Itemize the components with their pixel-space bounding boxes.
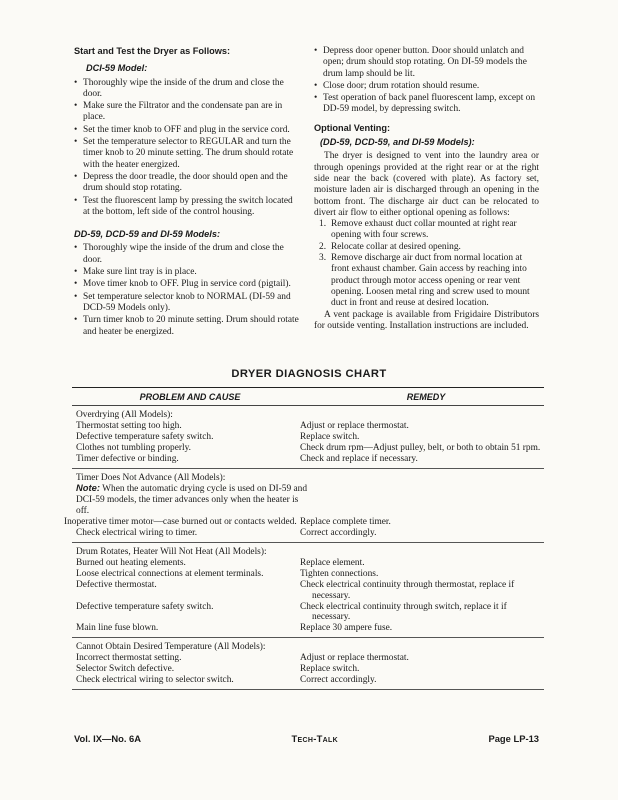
remedy-cell: Correct accordingly.: [300, 674, 377, 685]
remedy-cell: Replace 30 ampere fuse.: [300, 623, 393, 634]
remedy-cell: Check and replace if necessary.: [300, 453, 418, 464]
venting-paragraph: The dryer is designed to vent into the laundry area or through openings provided at the right rear or at the right side near the back (covered with plate). As factory set, moisture laden air is discharged through an opening in the bottom front. The discharge air duct can be relocated to divert air flow to either optional opening as follows:: [314, 151, 539, 218]
table-row: [72, 653, 544, 664]
footer-volume: Vol. IX—No. 6A: [74, 733, 142, 744]
remedy-cell: Correct accordingly.: [300, 528, 377, 539]
remedy-cell: Check drum rpm—Adjust pulley, belt, or both to obtain 51 rpm.: [300, 442, 541, 453]
problem-group-timer: [64, 469, 544, 543]
section-heading-optional-venting: Optional Venting:: [314, 122, 391, 133]
remedy-cell: Check electrical continuity through thermostat, replace if necessary.: [300, 579, 515, 601]
continued-steps: [314, 46, 539, 116]
list-item: • Thoroughly wipe the inside of the drum and close the door.: [74, 78, 300, 101]
list-item: • Make sure the Filtrator and the condensate pan are in place.: [74, 101, 300, 124]
remedy-cell: Replace switch.: [300, 664, 360, 675]
cause-cell: Incorrect thermostat setting.: [76, 653, 182, 664]
table-row: [72, 580, 544, 602]
right-column: [314, 46, 539, 332]
table-row: [72, 675, 544, 686]
table-row: [72, 569, 544, 580]
section-heading-start-test: Start and Test the Dryer as Follows:: [74, 46, 231, 56]
page-footer: [74, 733, 539, 744]
footer-publication: Tech-Talk: [291, 733, 338, 744]
step-text: Relocate collar at desired opening.: [331, 241, 461, 252]
table-row: [72, 602, 544, 624]
cause-cell: Thermostat setting too high.: [76, 420, 182, 431]
remedy-cell: Adjust or replace thermostat.: [300, 653, 409, 664]
remedy-cell: Replace element.: [300, 557, 365, 568]
cause-cell: Defective thermostat.: [76, 579, 157, 590]
list-item: • Close door; drum rotation should resume.: [314, 81, 539, 92]
left-column: [74, 46, 300, 339]
vent-package-paragraph: A vent package is available from Frigidaire Distributors for outside venting. Installation instructions are included.: [314, 309, 539, 331]
footer-page-number: Page LP-13: [488, 733, 539, 744]
problem-heading: Timer Does Not Advance (All Models):: [76, 472, 226, 483]
cause-cell: Check electrical wiring to selector switch.: [76, 674, 234, 685]
table-row: [64, 517, 544, 528]
remedy-cell: Replace switch.: [300, 431, 360, 442]
cause-cell: Clothes not tumbling properly.: [76, 442, 192, 453]
remedy-cell: Adjust or replace thermostat.: [300, 420, 409, 431]
cause-cell: Burned out heating elements.: [76, 557, 186, 568]
problem-heading: Cannot Obtain Desired Temperature (All Models):: [76, 642, 266, 653]
list-item: [314, 219, 539, 242]
note-label: Note:: [76, 482, 100, 494]
dci-59-steps: [74, 78, 300, 219]
step-number: 2.: [319, 241, 327, 252]
subheading-dci-59: DCI-59 Model:: [86, 63, 148, 74]
table-row: [72, 558, 544, 569]
list-item: • Set temperature selector knob to NORMAL (DI-59 and DCD-59 Models only).: [74, 292, 300, 315]
problem-group-temperature: [72, 638, 544, 690]
problem-heading: Drum Rotates, Heater Will Not Heat (All Models):: [76, 546, 267, 557]
dd-59-steps: [74, 243, 300, 337]
diagnosis-chart: [64, 387, 544, 690]
remedy-cell: Tighten connections.: [300, 568, 379, 579]
list-item: • Thoroughly wipe the inside of the drum and close the door.: [74, 243, 300, 266]
table-row: [72, 421, 544, 432]
problem-heading: Overdrying (All Models):: [76, 410, 173, 420]
list-item: • Test operation of back panel fluorescent lamp, except on DD-59 model, by depressing switch.: [314, 93, 539, 116]
list-item: [314, 242, 539, 253]
note-cell: [72, 483, 308, 517]
list-item: • Make sure lint tray is in place.: [74, 267, 300, 278]
remedy-cell: Replace complete timer.: [300, 517, 391, 528]
list-item: • Set the timer knob to OFF and plug in the service cord.: [74, 125, 300, 136]
table-header: [72, 388, 544, 406]
cause-cell: Inoperative timer motor—case burned out or contacts welded.: [64, 517, 297, 528]
subheading-venting-models: (DD-59, DCD-59, and DI-59 Models):: [320, 137, 475, 148]
problem-group-no-heat: [72, 543, 544, 638]
step-number: 1.: [319, 219, 327, 230]
column-header-problem: PROBLEM AND CAUSE: [139, 391, 241, 402]
venting-steps: [314, 219, 539, 309]
remedy-cell: Check electrical continuity through switch, replace it if necessary.: [300, 601, 507, 623]
list-item: • Test the fluorescent lamp by pressing the switch located at the bottom, left side of the control housing.: [74, 196, 300, 219]
list-item: • Move timer knob to OFF. Plug in service cord (pigtail).: [74, 279, 300, 290]
step-text: Remove exhaust duct collar mounted at right rear opening with four screws.: [331, 219, 517, 241]
cause-cell: Defective temperature safety switch.: [76, 431, 214, 442]
cause-cell: Defective temperature safety switch.: [76, 601, 214, 612]
step-number: 3.: [319, 253, 327, 264]
step-text: Remove discharge air duct from normal location at front exhaust chamber. Gain access by reaching into product through motor access opening or rear vent opening. Loosen metal ring and screw used to mount duct in front and reuse at desired location.: [331, 253, 530, 309]
list-item: • Depress door opener button. Door should unlatch and open; drum should stop rotating. On DI-59 models the drum lamp should be lit.: [314, 46, 539, 80]
table-row: [72, 454, 544, 465]
table-row: [72, 623, 544, 634]
table-row: [72, 443, 544, 454]
chart-title: DRYER DIAGNOSIS CHART: [231, 368, 387, 380]
subheading-dd-59: DD-59, DCD-59 and DI-59 Models:: [74, 229, 221, 240]
note-text: When the automatic drying cycle is used on DI-59 and DCI-59 models, the timer advances only when the heater is off.: [76, 484, 308, 517]
cause-cell: Check electrical wiring to timer.: [76, 528, 198, 539]
table-row: [72, 528, 544, 539]
cause-cell: Main line fuse blown.: [76, 623, 159, 634]
cause-cell: Selector Switch defective.: [76, 664, 175, 675]
cause-cell: Loose electrical connections at element terminals.: [76, 568, 264, 579]
column-header-remedy: REMEDY: [406, 391, 446, 402]
table-row: [72, 664, 544, 675]
note-row: [72, 483, 544, 517]
list-item: • Turn timer knob to 20 minute setting. Drum should rotate and heater be energized.: [74, 315, 300, 338]
list-item: [314, 253, 539, 309]
list-item: • Depress the door treadle, the door should open and the drum should stop rotating.: [74, 172, 300, 195]
problem-group-overdrying: [72, 406, 544, 469]
table-row: [72, 432, 544, 443]
cause-cell: Timer defective or binding.: [76, 453, 179, 464]
list-item: • Set the temperature selector to REGULAR and turn the timer knob to 20 minute setting. The drum should rotate with the heater energized.: [74, 137, 300, 171]
